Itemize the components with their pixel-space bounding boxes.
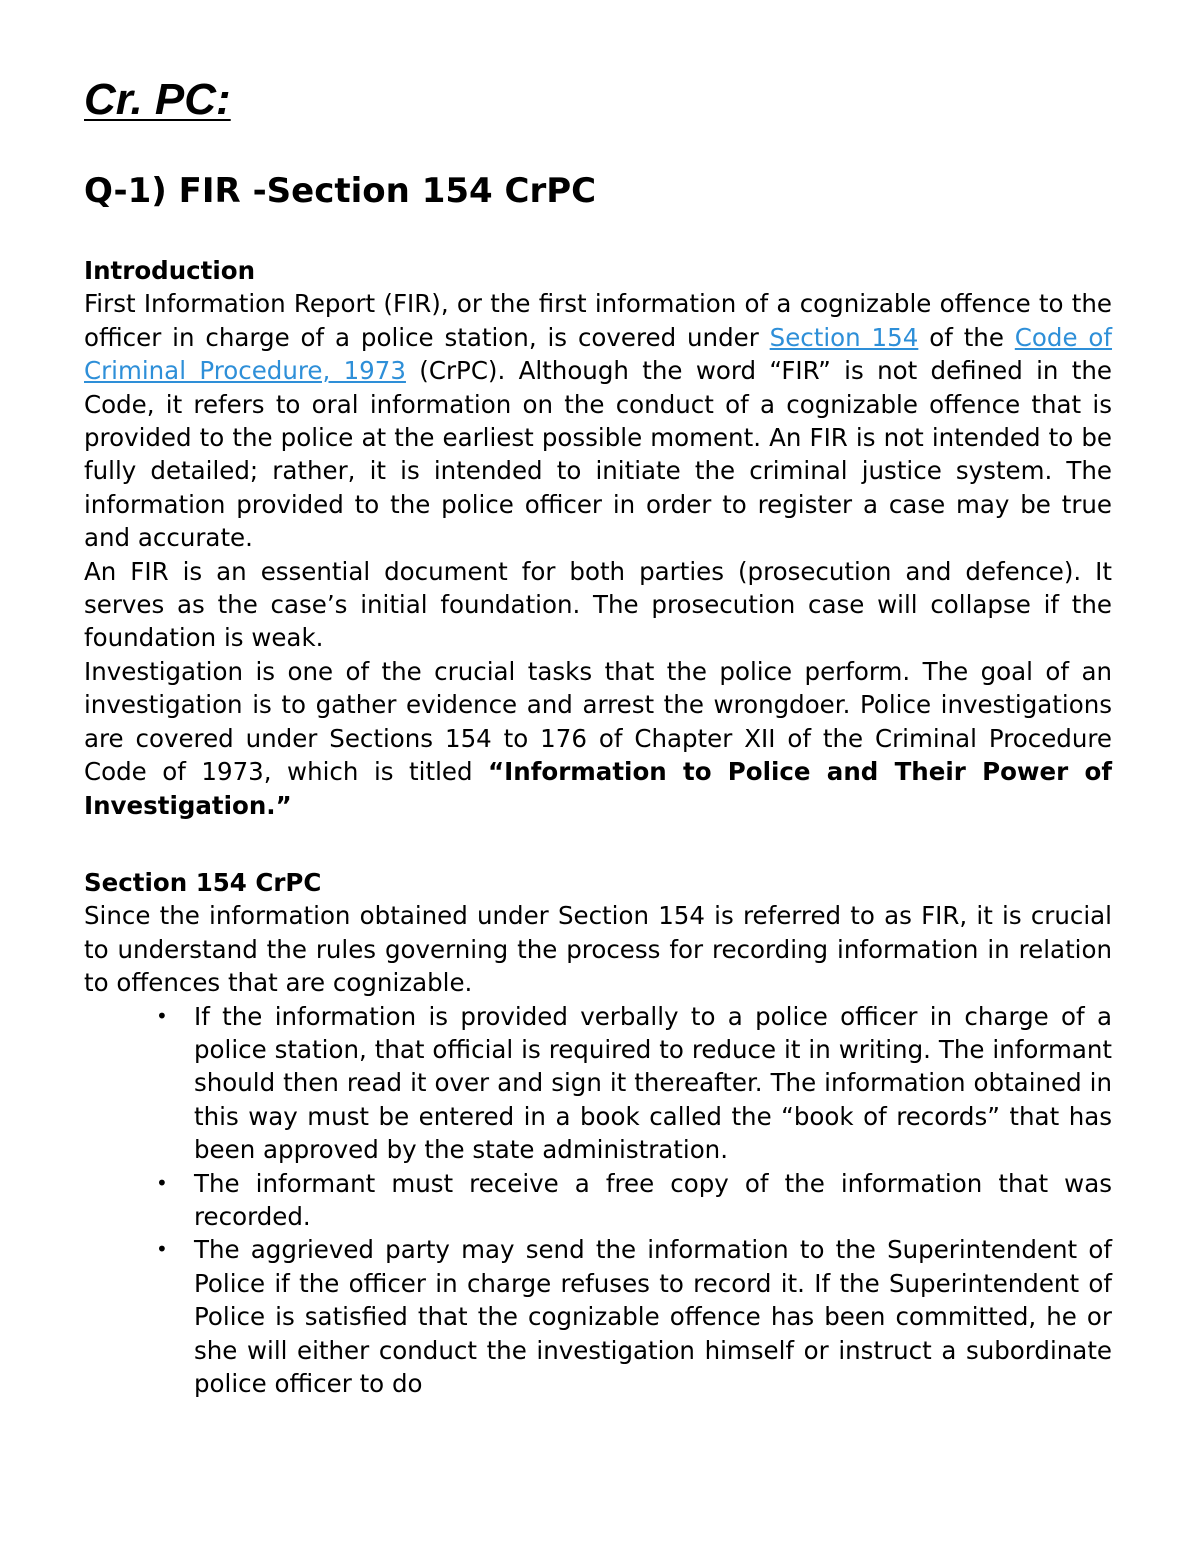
list-item: [156, 1167, 1112, 1234]
intro-p1-text-a: First Information Report (FIR), or the first information of a cognizable offence to the officer in charge of a police station, is covered under: [84, 289, 1112, 352]
intro-p3-text: Investigation is one of the crucial tasks that the police perform. The goal of an investigation is to gather evidence and arrest the wrongdoer. Police investigations are covered under Sections 154 to 176 of Chapter XII of the Criminal Procedure Code of 1973, which is titled: [84, 656, 1112, 787]
document-page: [84, 70, 1112, 1400]
list-item: [156, 1233, 1112, 1400]
introduction-paragraph-2: An FIR is an essential document for both parties (prosecution and defence). It serves as the case’s initial foundation. The prosecution case will collapse if the foundation is weak.: [84, 556, 1112, 653]
introduction-heading: Introduction: [84, 256, 256, 285]
section-154-heading: Section 154 CrPC: [84, 867, 322, 897]
introduction-paragraph-1: [84, 287, 1112, 554]
list-item-text: If the information is provided verbally to a police officer in charge of a police station, that official is required to reduce it in writing. The informant should then read it over and sign it thereafter. The information obtained in this way must be entered in a book called the “book of records” that has been approved by the state administration.: [194, 1001, 1112, 1165]
list-item: [156, 1000, 1112, 1167]
section-154-paragraph: Since the information obtained under Section 154 is referred to as FIR, it is crucial to understand the rules governing the process for recording information in relation to offences that are cognizable.: [84, 901, 1112, 998]
section-154-link[interactable]: Section 154: [769, 322, 919, 352]
question-heading: Q-1) FIR -Section 154 CrPC: [84, 171, 597, 211]
introduction-section: [84, 254, 1112, 822]
bullet-icon: •: [156, 1003, 168, 1028]
bullet-icon: •: [156, 1170, 168, 1195]
crpc-1973-link[interactable]: Code of Criminal Procedure, 1973: [84, 322, 1113, 386]
intro-p1-text-b: of the: [918, 322, 1015, 352]
chapter-title-bold: “Information to Police and Their Power of Investigation.”: [84, 757, 1112, 820]
list-item-text: The aggrieved party may send the information to the Superintendent of Police if the officer in charge refuses to record it. If the Superintendent of Police is satisfied that the cognizable offence has been committed, he or she will either conduct the investigation himself or instruct a subordinate police officer to do: [194, 1235, 1112, 1398]
introduction-paragraph-3: [84, 655, 1112, 822]
intro-p1-text-c: (CrPC). Although the word “FIR” is not defined in the Code, it refers to oral information on the conduct of a cognizable offence that is provided to the police at the earliest possible moment. An FIR is not intended to be fully detailed; rather, it is intended to initiate the criminal justice system. The information provided to the police officer in order to register a case may be true and accurate.: [84, 356, 1112, 553]
document-title: Cr. PC:: [84, 75, 231, 124]
section-154-bullet-list: [84, 1000, 1112, 1401]
section-154-section: [84, 866, 1112, 1401]
list-item-text: The informant must receive a free copy of the information that was recorded.: [194, 1168, 1112, 1231]
bullet-icon: •: [156, 1237, 168, 1262]
